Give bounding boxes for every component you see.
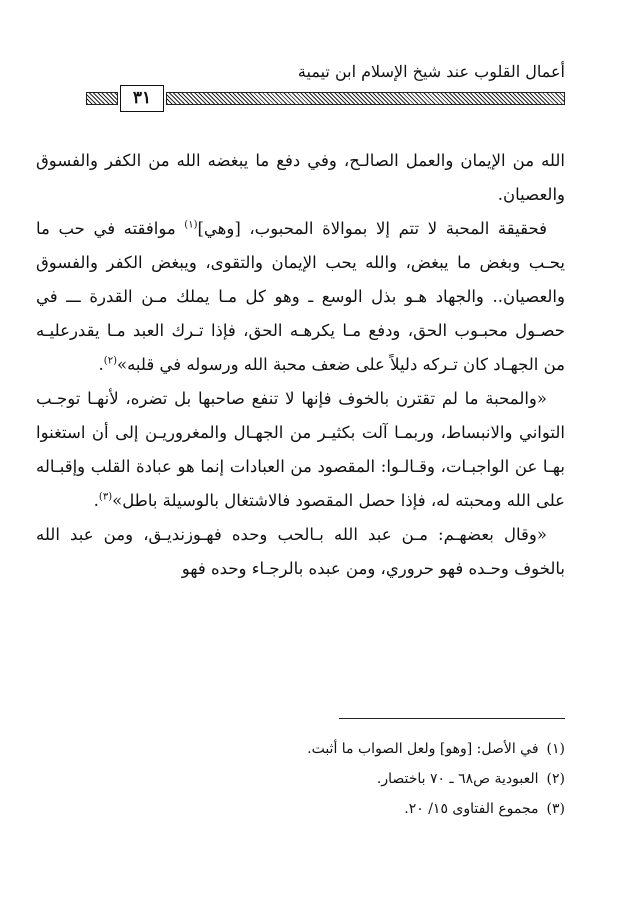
footnote-ref: (٢) [103,355,117,367]
main-text [36,144,565,586]
header-ornament-band [86,88,565,108]
page-number: ٣١ [120,85,164,112]
footnote-number: (١) [546,741,565,757]
footnote [60,734,565,764]
hatched-ornament-right [166,92,565,105]
footnote-ref: (١) [184,219,198,231]
paragraph: الله من الإيمان والعمل الصالـح، وفي دفع ما يبغضه الله من الكفر والفسوق والعصيان. [36,151,565,204]
footnote [60,794,565,824]
footnote-ref: (٣) [98,491,113,503]
paragraph: «وقال بعضهـم: مـن عبد الله بـالحب وحده فهـوزنديـق، ومن عبد الله بالخوف وحـده فهو حروري، ومن عبده بالرجـاء وحده فهو [36,525,565,578]
footnote-divider [339,718,565,719]
paragraph: فحقيقة المحبة لا تتم إلا بموالاة المحبوب، [وهي]$^{(١)}$ موافقته في حب ما يحـب وبغض ما يبغض، والله يحب الإيمان والتقوى، ويبغض الكفر والفسوق والعصيان.. والجهاد هـو بذل الوسع ـ وهو كل مـا يملك مـن القدرة ـــ في حصـول محبـوب الحق، ودفع مـا يكرهـه الحق، فإذا تـرك العبد مـا يقدرعليـه من الجهـاد كان تـركه دليلاً على ضعف محبة الله ورسوله في قلبه»$^{(٢)}$. [36,219,565,374]
hatched-ornament-left [86,92,118,105]
running-header-title: أعمال القلوب عند شيخ الإسلام ابن تيمية [297,62,565,81]
footnote [60,764,565,794]
paragraph: «والمحبة ما لم تقترن بالخوف فإنها لا تنفع صاحبها بل تضره، لأنهـا توجـب التواني والانبساط، وربمـا آلت بكثيـر من الجهـال والمغروريـن إلى أن استغنوا بهـا عن الواجبـات، وقـالـوا: المقصود من العبادات إنما هو عبادة القلب وإقبـاله على الله ومحبته له، فإذا حصل المقصود فالاشتغال بالوسيلة باطل»$^{(٣)}$. [36,389,565,510]
footnote-text: مجموع الفتاوى ١٥/ ٢٠. [404,801,539,817]
footnote-text: في الأصل: [وهو] ولعل الصواب ما أثبت. [307,741,539,757]
footnotes [60,734,565,824]
footnote-number: (٢) [546,771,565,787]
footnote-number: (٣) [546,801,565,817]
footnote-text: العبودية ص٦٨ ـ ٧٠ باختصار. [376,771,539,787]
